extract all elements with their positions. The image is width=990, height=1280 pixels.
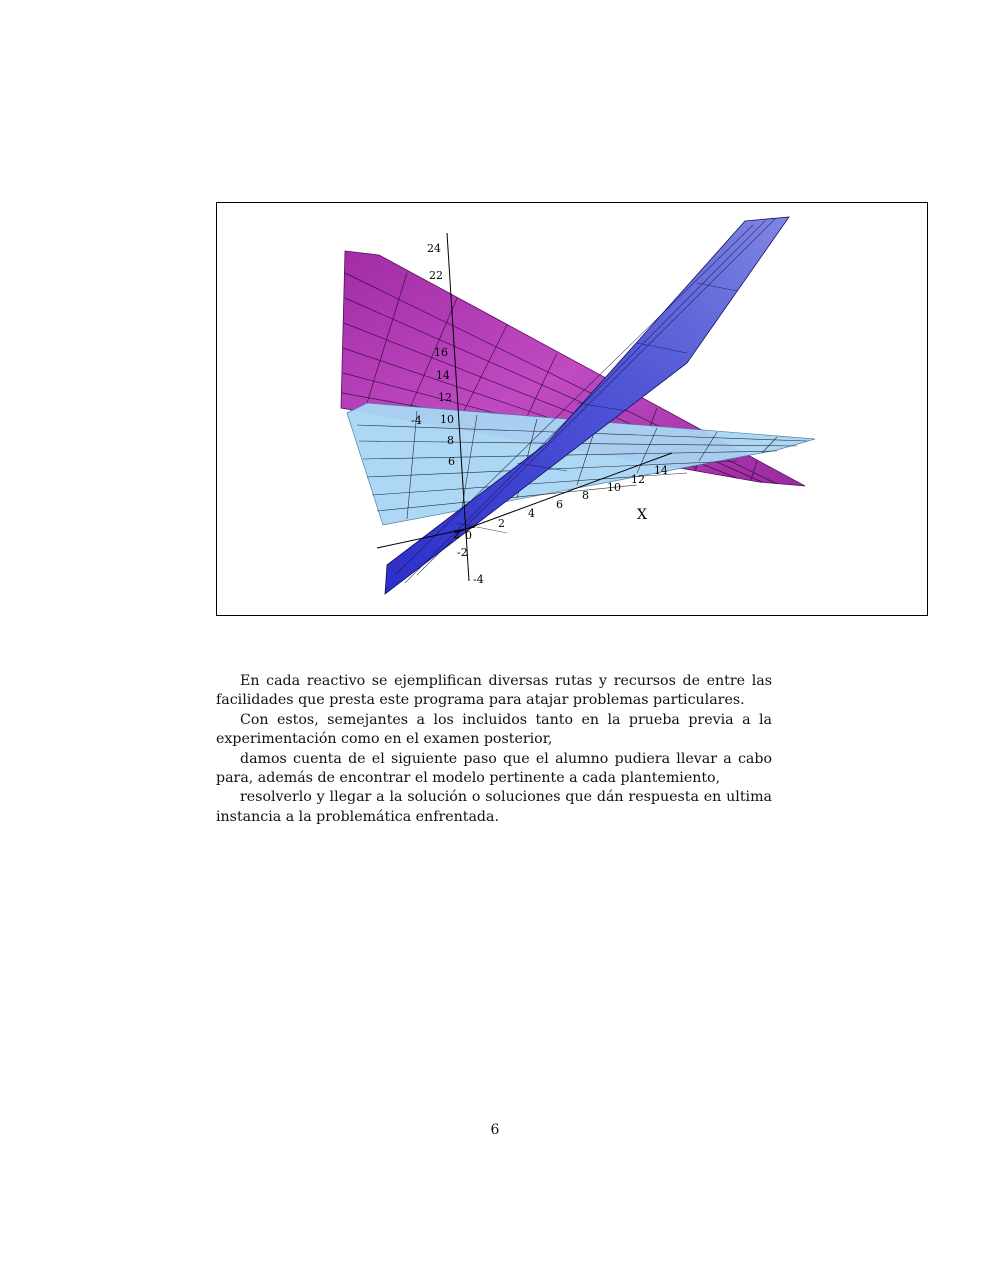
z-tick-label: 24 bbox=[427, 242, 441, 255]
y-tick-label: 2 bbox=[453, 528, 460, 541]
paragraph: En cada reactivo se ejemplifican diversas rutas y recursos de entre las facilidades que presta este programa para atajar problemas particulares. bbox=[216, 673, 772, 709]
y-tick-label: -4 bbox=[411, 414, 422, 427]
z-tick-label: 16 bbox=[434, 346, 448, 359]
x-tick-label: 4 bbox=[528, 507, 535, 520]
plot-3d-svg bbox=[217, 203, 929, 617]
paragraph: Con estos, semejantes a los incluidos tanto en la prueba previa a la experimentación como en el examen posterior, bbox=[216, 711, 772, 748]
z-tick-label: 14 bbox=[436, 369, 450, 382]
z-tick-label: 22 bbox=[429, 269, 443, 282]
x-tick-label: 2 bbox=[498, 517, 505, 530]
x-tick-label: 8 bbox=[582, 489, 589, 502]
figure-3d-planes bbox=[216, 202, 928, 616]
y-tick-label: 0 bbox=[465, 529, 472, 542]
z-tick-label: 6 bbox=[448, 455, 455, 468]
body-text bbox=[216, 672, 772, 827]
z-tick-label: 8 bbox=[447, 434, 454, 447]
paragraph: damos cuenta de el siguiente paso que el alumno pudiera llevar a cabo para, además de encontrar el modelo pertinente a cada plantemiento, bbox=[216, 750, 772, 787]
page-number: 6 bbox=[490, 1122, 500, 1138]
z-tick-label: 10 bbox=[440, 413, 454, 426]
z-tick-label: 12 bbox=[438, 391, 452, 404]
x-tick-label: 14 bbox=[654, 464, 668, 477]
x-tick-label: 12 bbox=[631, 473, 645, 486]
x-tick-label: 6 bbox=[556, 498, 563, 511]
paragraph: resolverlo y llegar a la solución o soluciones que dán respuesta en ultima instancia a la problemática enfrentada. bbox=[216, 789, 772, 825]
x-axis-label: X bbox=[637, 507, 647, 523]
x-tick-label: 10 bbox=[607, 481, 621, 494]
y-tick-label: -4 bbox=[473, 573, 484, 586]
y-tick-label: -2 bbox=[457, 546, 468, 559]
